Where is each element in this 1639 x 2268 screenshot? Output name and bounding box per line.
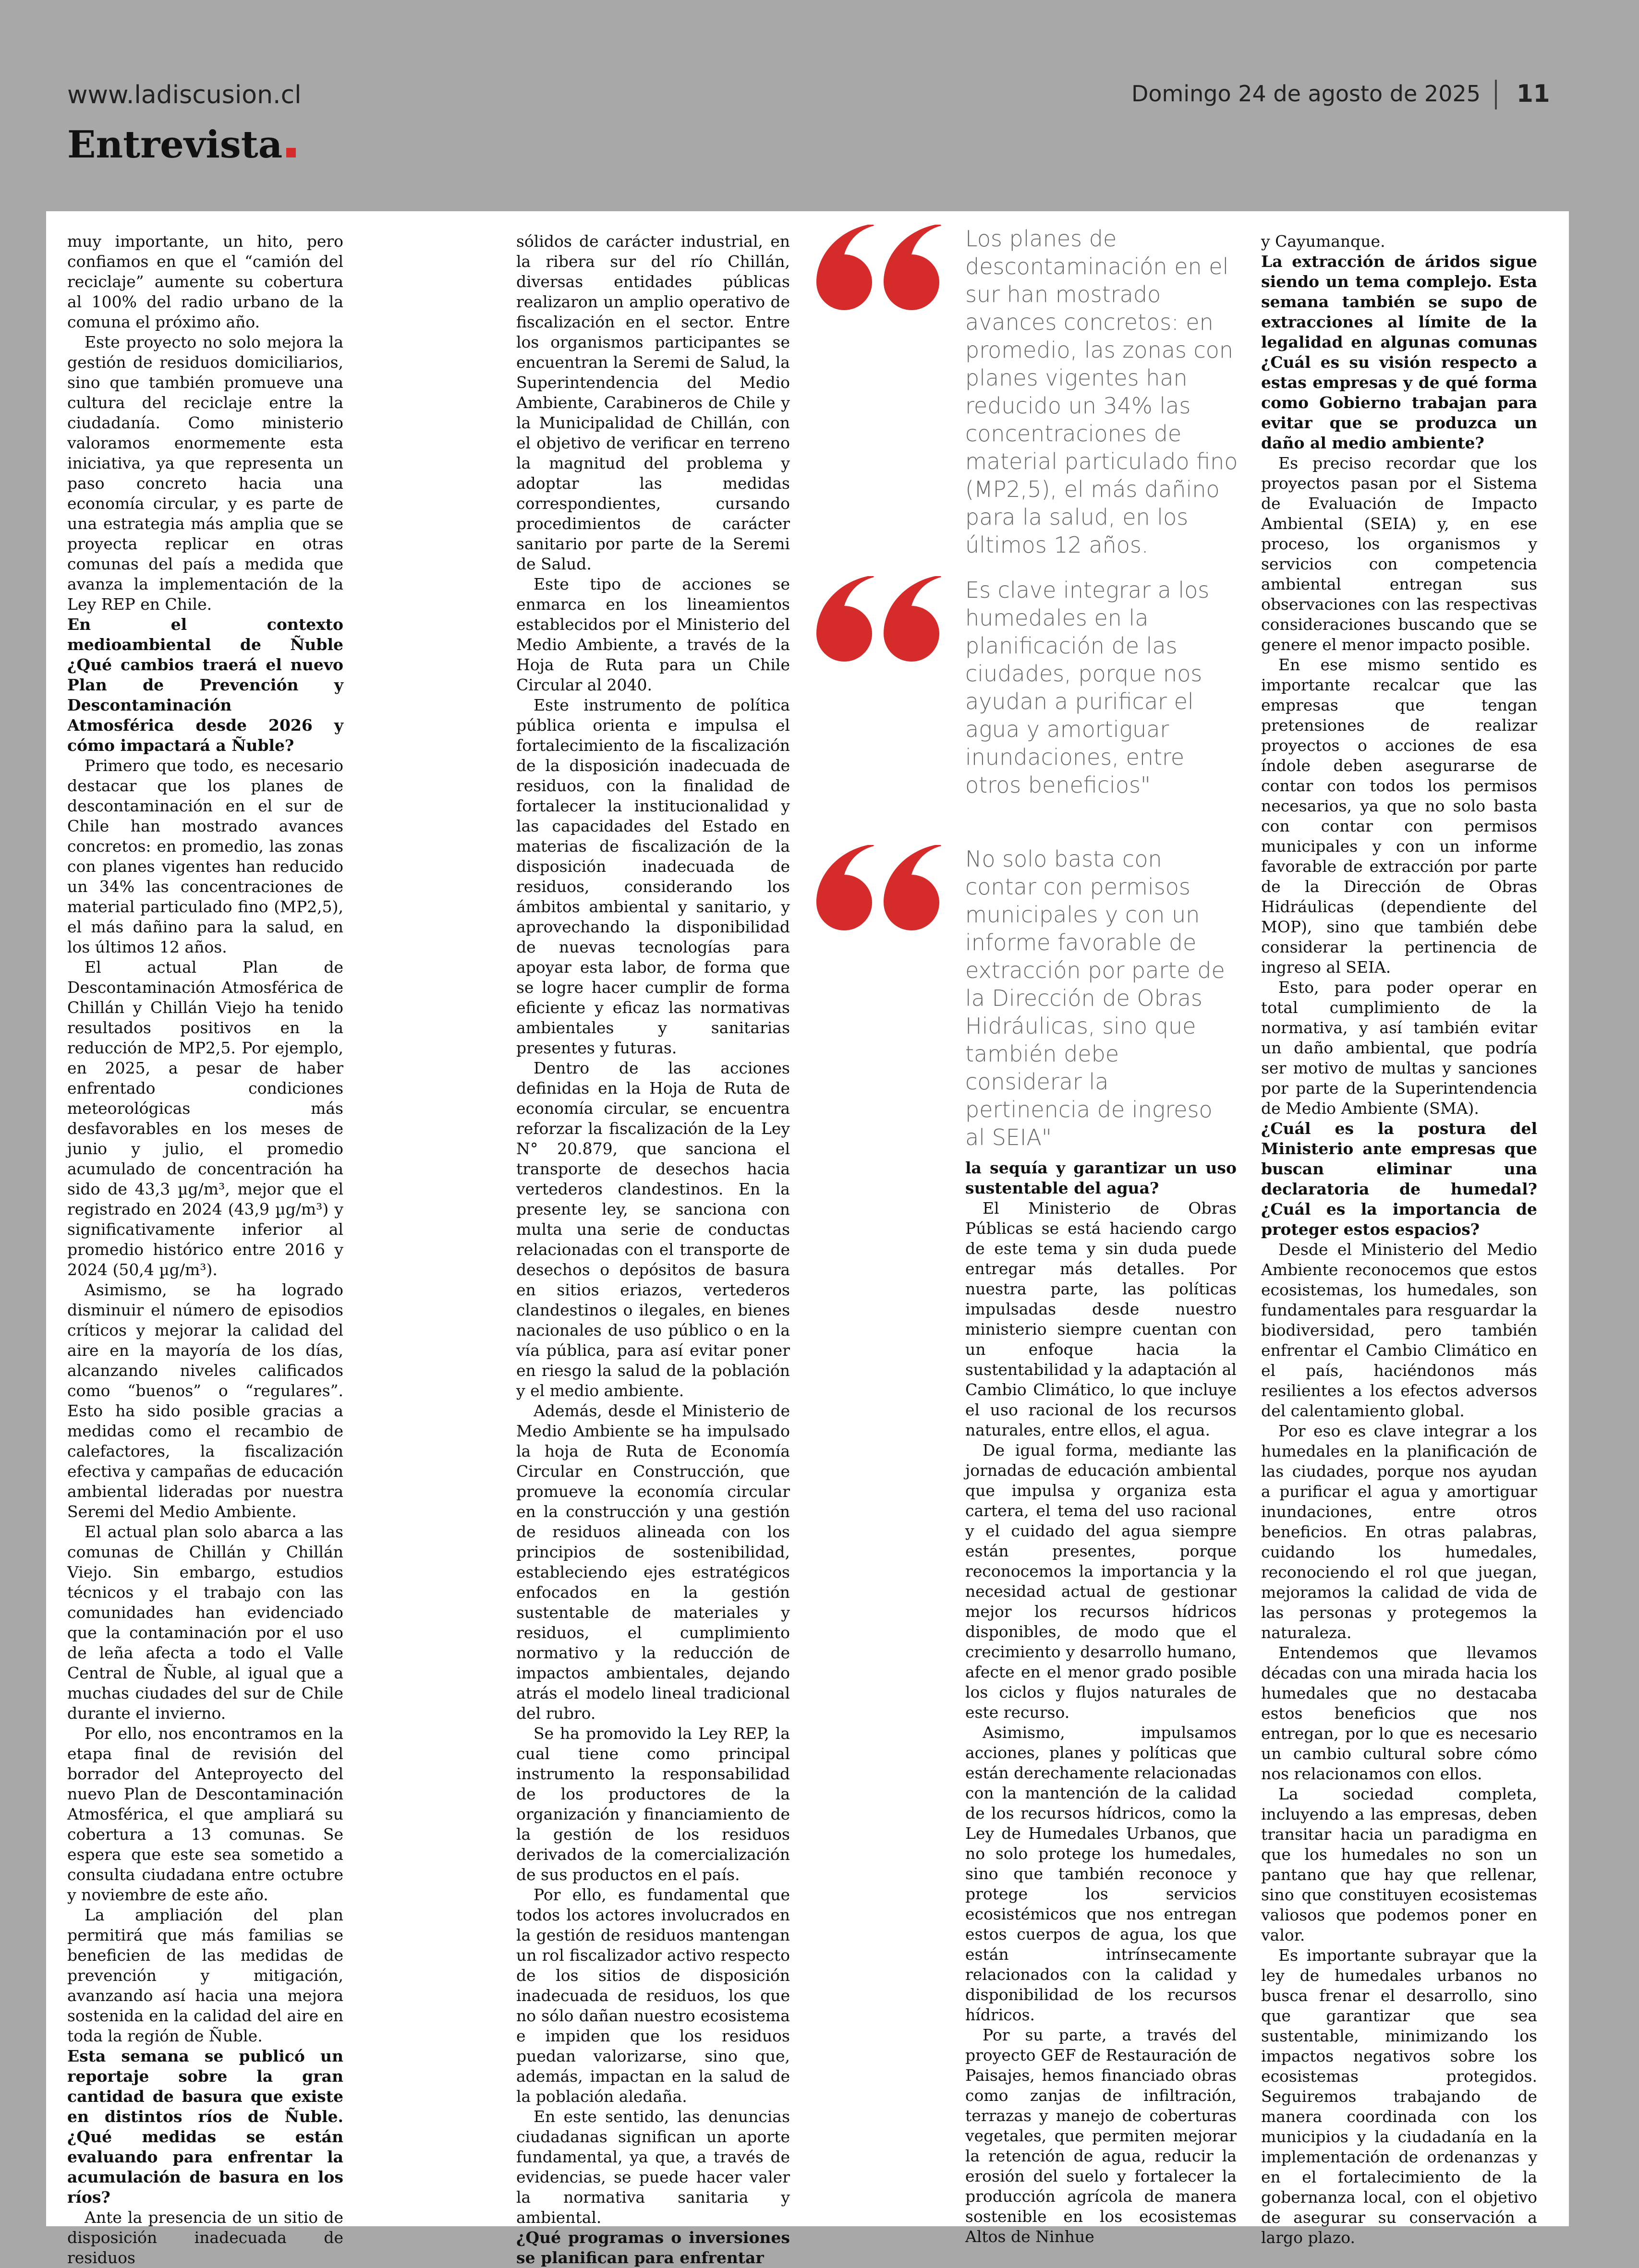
answer-paragraph: y Cayumanque. — [1261, 232, 1385, 251]
answer-paragraph: Dentro de las acciones definidas en la Hoja de Ruta de economía circular, se encuentra reforzar la fiscalización de la Ley N° 20.879, que sanciona el transporte de desechos hacia vertederos clandestinos. En la presente ley, se sanciona con multa una serie de conductas relacionadas con el transporte de desechos o depósitos de basura en sitios eriazos, vertederos clandestinos o ilegales, en bienes nacionales de uso público o en la vía pública, para así evitar poner en riesgo la salud de la población y el medio ambiente. — [516, 1059, 790, 1400]
answer-paragraph: muy importante, un hito, pero confiamos en que el “camión del reciclaje” aumente su cobertura al 100% del radio urbano de la comuna el próximo año. — [67, 232, 343, 331]
issue-date: Domingo 24 de agosto de 2025 — [1131, 81, 1481, 107]
answer-paragraph: En este sentido, las denuncias ciudadanas significan un aporte fundamental, ya que, a través de evidencias, se puede hacer valer la normativa sanitaria y ambiental. — [516, 2107, 790, 2227]
answer-paragraph: Por su parte, a través del proyecto GEF de Restauración de Paisajes, hemos financiado obras como zanjas de infiltración, terrazas y manejo de coberturas vegetales, que permiten mejorar la retención de agua, reducir la erosión del suelo y fortalecer la producción agrícola de manera sostenible en los ecosistemas Altos de Ninhue — [965, 2026, 1237, 2246]
answer-paragraph: Es importante subrayar que la ley de humedales urbanos no busca frenar el desarrollo, sino que garantizar que sea sustentable, minimizando los impactos negativos sobre los ecosistemas protegidos. Seguiremos trabajando de manera coordinada con los municipios y la ciudadanía en la implementación de ordenanzas y en el fortalecimiento de la gobernanza local, con el objetivo de asegurar su conservación a largo plazo. — [1261, 1946, 1537, 2247]
answer-paragraph: De igual forma, mediante las jornadas de educación ambiental que impulsa y organiza esta cartera, el tema del uso racional y el cuidado del agua siempre están presentes, porque reconocemos la importancia y la necesidad actual de gestionar mejor los recursos hídricos disponibles, de modo que el crecimiento y desarrollo humano, afecte en el menor grado posible los ciclos y flujos naturales de este recurso. — [965, 1441, 1237, 1722]
section-accent-dot — [286, 148, 296, 157]
interview-question: ¿Cuál es la postura del Ministerio ante empresas que buscan eliminar una declaratoria de humedal? ¿Cuál es la importancia de proteger estos espacios? — [1261, 1119, 1537, 1239]
answer-paragraph: Ante la presencia de un sitio de disposición inadecuada de residuos — [67, 2208, 343, 2267]
interview-question: Esta semana se publicó un reportaje sobre la gran cantidad de basura que existe en distintos ríos de Ñuble. ¿Qué medidas se están evaluando para enfrentar la acumulación de basura en los ríos? — [67, 2047, 343, 2207]
quote-mark-icon — [812, 225, 951, 311]
section-label: Entrevista — [67, 123, 283, 167]
answer-paragraph: Además, desde el Ministerio de Medio Ambiente se ha impulsado la hoja de Ruta de Economía Circular en Construcción, que promueve la economía circular en la construcción y una gestión de residuos alineada con los principios de sostenibilidad, estableciendo ejes estratégicos enfocados en la gestión sustentable de materiales y residuos, el cumplimiento normativo y la reducción de impactos ambientales, dejando atrás el modelo lineal tradicional del rubro. — [516, 1401, 790, 1723]
answer-paragraph: Por ello, es fundamental que todos los actores involucrados en la gestión de residuos mantengan un rol fiscalizador activo respecto de los sitios de disposición inadecuada de residuos, los que no sólo dañan nuestro ecosistema e impiden que los residuos puedan valorizarse, sino que, además, impactan en la salud de la población aledaña. — [516, 1885, 790, 2106]
answer-paragraph: En ese mismo sentido es importante recalcar que las empresas que tengan pretensiones de realizar proyectos o acciones de esa índole deben asegurarse de contar con todos los permisos necesarios, ya que no solo basta con contar con permisos municipales y con un informe favorable de extracción por parte de la Dirección de Obras Hidráulicas (dependiente del MOP), sino que también debe considerar la pertinencia de ingreso al SEIA. — [1261, 655, 1537, 977]
answer-paragraph: Por eso es clave integrar a los humedales en la planificación de las ciudades, porque nos ayudan a purificar el agua y amortiguar inundaciones, entre otros beneficios. En otras palabras, cuidando los humedales, reconociendo el rol que juegan, mejoramos la calidad de vida de las personas y protegemos la naturaleza. — [1261, 1422, 1537, 1642]
pull-quote-text: No solo basta con contar con permisos municipales y con un informe favorable de extracción por parte de la Dirección de Obras Hidráulicas, sino que también debe considerar la pertinencia de ingreso al SEIA" — [965, 846, 1225, 1150]
answer-paragraph: Por ello, nos encontramos en la etapa final de revisión del borrador del Anteproyecto del nuevo Plan de Descontaminación Atmosférica, el que ampliará su cobertura a 13 comunas. Se espera que este sea sometido a consulta ciudadana entre octubre y noviembre de este año. — [67, 1724, 343, 1904]
section-title — [67, 123, 296, 167]
answer-paragraph: Es preciso recordar que los proyectos pasan por el Sistema de Evaluación de Impacto Ambiental (SEIA) y, en ese proceso, los organismos y servicios con competencia ambiental entregan sus observaciones con las respectivas consideraciones buscando que se genere el menor impacto posible. — [1261, 454, 1537, 654]
interview-question: la sequía y garantizar un uso sustentable del agua? — [965, 1158, 1237, 1197]
quote-mark-icon — [812, 576, 951, 663]
answer-paragraph: Este tipo de acciones se enmarca en los lineamientos establecidos por el Ministerio del Medio Ambiente, a través de la Hoja de Ruta para un Chile Circular al 2040. — [516, 575, 790, 694]
answer-paragraph: Entendemos que llevamos décadas con una mirada hacia los humedales que no destacaba estos beneficios que nos entregan, por lo que es necesario un cambio cultural sobre cómo nos relacionamos con ellos. — [1261, 1643, 1537, 1783]
answer-paragraph: Esto, para poder operar en total cumplimiento de la normativa, y así también evitar un daño ambiental, que podría ser motivo de multas y sanciones por parte de la Superintendencia de Medio Ambiente (SMA). — [1261, 978, 1537, 1118]
pull-quote-text: Es clave integrar a los humedales en la planificación de las ciudades, porque nos ayudan a purificar el agua y amortiguar inundaciones, entre otros beneficios" — [965, 577, 1210, 798]
article-column-1 — [67, 231, 343, 2268]
pull-quote-text: Los planes de descontaminación en el sur han mostrado avances concretos: en promedio, las zonas con planes vigentes han reducido un 34% las concentraciones de material particulado fino (MP2,5), el más dañino para la salud, en los últimos 12 años. — [965, 226, 1238, 558]
header-divider — [1495, 80, 1497, 109]
answer-paragraph: Este instrumento de política pública orienta e impulsa el fortalecimiento de la fiscalización de la disposición inadecuada de residuos, con la finalidad de fortalecer la institucionalidad y las capacidades del Estado en materias de fiscalización de la disposición inadecuada de residuos, considerando los ámbitos ambiental y sanitario, y aprovechando la disponibilidad de nuevas tecnologías para apoyar esta labor, de forma que se logre hacer cumplir de forma eficiente y eficaz las normativas ambientales y sanitarias presentes y futuras. — [516, 696, 790, 1057]
article-column-3 — [965, 1158, 1237, 2247]
interview-question: La extracción de áridos sigue siendo un tema complejo. Esta semana también se supo de extracciones al límite de la legalidad en algunas comunas ¿Cuál es su visión respecto a estas empresas y de qué forma como Gobierno trabajan para evitar que se produzca un daño al medio ambiente? — [1261, 252, 1537, 452]
answer-paragraph: El Ministerio de Obras Públicas se está haciendo cargo de este tema y sin duda puede entregar más detalles. Por nuestra parte, las políticas impulsadas desde nuestro ministerio siempre cuentan con un enfoque hacia la sustentabilidad y la adaptación al Cambio Climático, lo que incluye el uso racional de los recursos naturales, entre ellos, el agua. — [965, 1199, 1237, 1439]
site-url: www.ladiscusion.cl — [67, 81, 302, 109]
answer-paragraph: Se ha promovido la Ley REP, la cual tiene como principal instrumento la responsabilidad de los productores de la organización y financiamiento de la gestión de los residuos derivados de la comercialización de sus productos en el país. — [516, 1724, 790, 1884]
answer-paragraph: sólidos de carácter industrial, en la ribera sur del río Chillán, diversas entidades públicas realizaron un amplio operativo de fiscalización en el sector. Entre los organismos participantes se encuentran la Seremi de Salud, la Superintendencia del Medio Ambiente, Carabineros de Chile y la Municipalidad de Chillán, con el objetivo de verificar en terreno la magnitud del problema y adoptar las medidas correspondientes, cursando procedimientos de carácter sanitario por parte de la Seremi de Salud. — [516, 232, 790, 573]
answer-paragraph: El actual Plan de Descontaminación Atmosférica de Chillán y Chillán Viejo ha tenido resultados positivos en la reducción de MP2,5. Por ejemplo, en 2025, a pesar de haber enfrentado condiciones meteorológicas más desfavorables en los meses de junio y julio, el promedio acumulado de concentración ha sido de 43,3 µg/m³, mejor que el registrado en 2024 (43,9 µg/m³) y significativamente inferior al promedio histórico entre 2016 y 2024 (50,4 µg/m³). — [67, 958, 343, 1279]
page-number: 11 — [1517, 80, 1550, 108]
answer-paragraph: Desde el Ministerio del Medio Ambiente reconocemos que estos ecosistemas, los humedales, son fundamentales para resguardar la biodiversidad, pero también enfrentar el Cambio Climático en el país, haciéndonos más resilientes a los efectos adversos del calentamiento global. — [1261, 1240, 1537, 1420]
interview-question: ¿Qué programas o inversiones se planifican para enfrentar — [516, 2228, 790, 2267]
quote-mark-icon — [812, 845, 951, 931]
answer-paragraph: Este proyecto no solo mejora la gestión de residuos domiciliarios, sino que también promueve una cultura del reciclaje entre la ciudadanía. Como ministerio valoramos enormemente esta iniciativa, ya que representa un paso concreto hacia una economía circular, y es parte de una estrategia más amplia que se proyecta replicar en otras comunas del país a medida que avanza la implementación de la Ley REP en Chile. — [67, 333, 343, 614]
answer-paragraph: La sociedad completa, incluyendo a las empresas, deben transitar hacia un paradigma en que los humedales no son un pantano que hay que rellenar, sino que constituyen ecosistemas valiosos que podemos poner en valor. — [1261, 1785, 1537, 1944]
article-column-4 — [1261, 231, 1537, 2248]
answer-paragraph: Primero que todo, es necesario destacar que los planes de descontaminación en el sur de Chile han mostrado avances concretos: en promedio, las zonas con planes vigentes han reducido un 34% las concentraciones de material particulado fino (MP2,5), el más dañino para la salud, en los últimos 12 años. — [67, 756, 343, 956]
interview-question: En el contexto medioambiental de Ñuble ¿Qué cambios traerá el nuevo Plan de Prevención y Descontaminación Atmosférica desde 2026 y cómo impactará a Ñuble? — [67, 615, 343, 755]
answer-paragraph: El actual plan solo abarca a las comunas de Chillán y Chillán Viejo. Sin embargo, estudios técnicos y el trabajo con las comunidades han evidenciado que la contaminación por el uso de leña afecta a todo el Valle Central de Ñuble, al igual que a muchas ciudades del sur de Chile durante el invierno. — [67, 1522, 343, 1723]
answer-paragraph: Asimismo, se ha logrado disminuir el número de episodios críticos y mejorar la calidad del aire en la mayoría de los días, alcanzando niveles calificados como “buenos” o “regulares”. Esto ha sido posible gracias a medidas como el recambio de calefactores, la fiscalización efectiva y campañas de educación ambiental lideradas por nuestra Seremi del Medio Ambiente. — [67, 1280, 343, 1521]
answer-paragraph: La ampliación del plan permitirá que más familias se beneficien de las medidas de prevención y mitigación, avanzando así hacia una mejora sostenida en la calidad del aire en toda la región de Ñuble. — [67, 1906, 343, 2045]
answer-paragraph: Asimismo, impulsamos acciones, planes y políticas que están derechamente relacionadas con la mantención de la calidad de los recursos hídricos, como la Ley de Humedales Urbanos, que no solo protege los humedales, sino que también reconoce y protege los servicios ecosistémicos que nos entregan estos cuerpos de agua, los que están intrínsecamente relacionados con la calidad y disponibilidad de los recursos hídricos. — [965, 1723, 1237, 2024]
article-column-2 — [516, 231, 790, 2268]
